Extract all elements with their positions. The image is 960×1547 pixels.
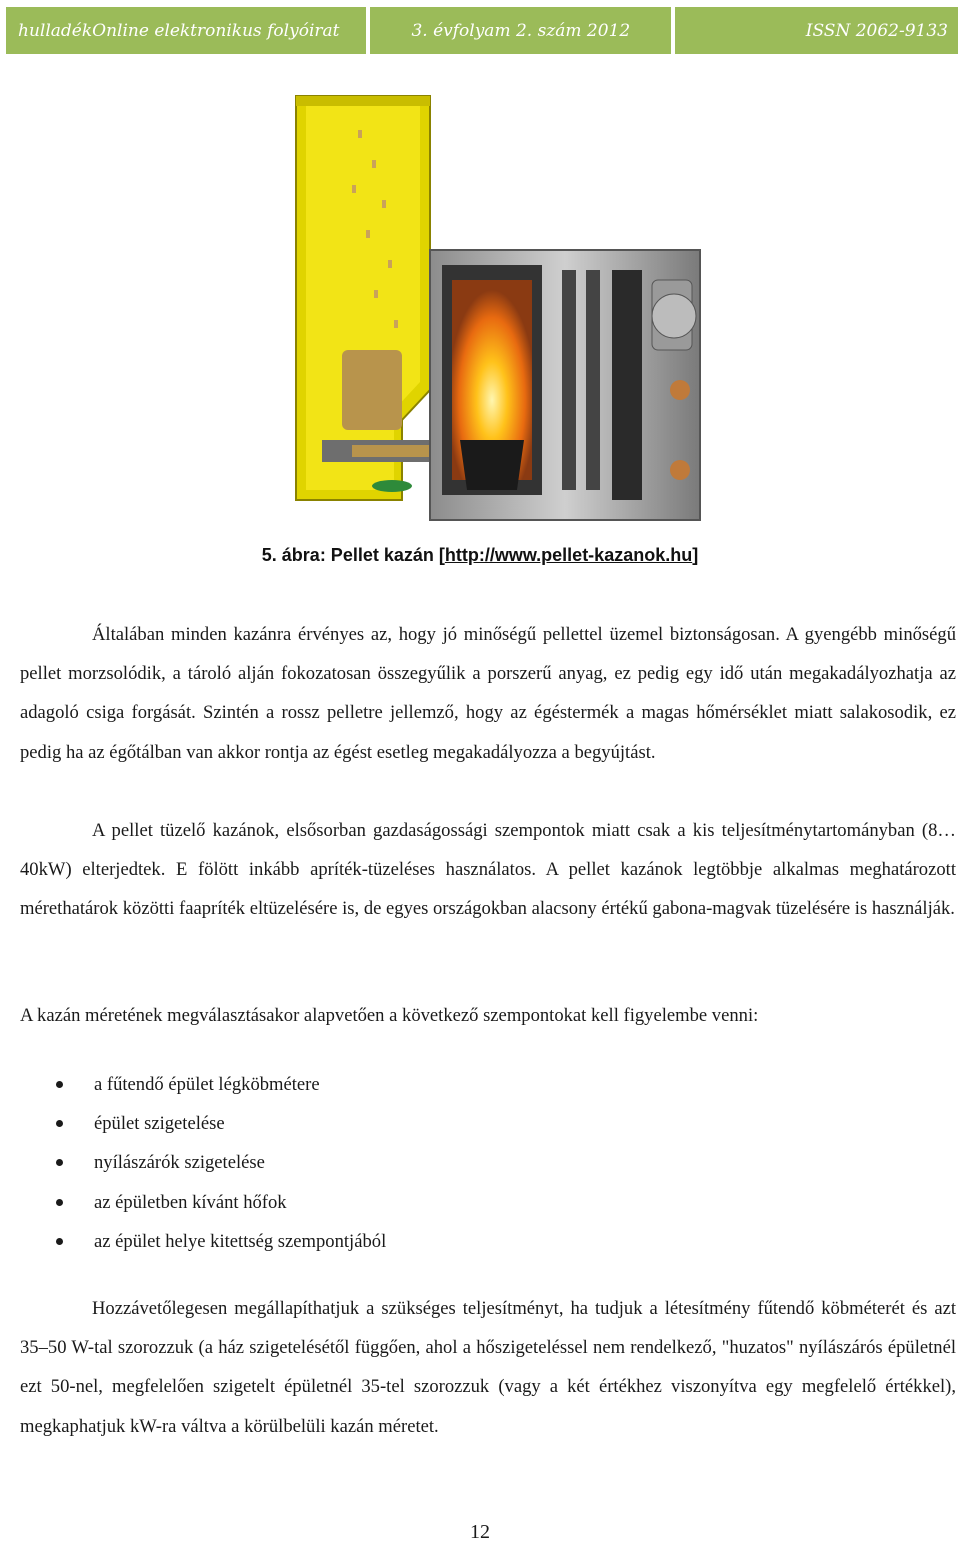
criteria-list [0, 1065, 386, 1261]
bullet-icon [56, 1120, 63, 1127]
figure-caption [0, 545, 960, 566]
journal-title: hulladékOnline elektronikus folyóirat [6, 7, 366, 54]
paragraph-pellet-boilers: A pellet tüzelő kazánok, elsősorban gazdaságossági szempontok miatt csak a kis teljesítménytartományban (8…40kW) elterjedtek. E fölött inkább apríték-tüzeléses használatos. A pellet kazánok legtöbbje alkalmas meghatározott mérethatárok közötti faapríték eltüzelésére is, de egyes országokban alacsony értékű gabona-magvak tüzelésére is használják. [20, 820, 956, 920]
caption-link[interactable]: http://www.pellet-kazanok.hu [444, 545, 693, 565]
page-header [6, 7, 958, 54]
bullet-icon [56, 1199, 63, 1206]
issn: ISSN 2062-9133 [675, 7, 958, 54]
paragraph-size-criteria: A kazán méretének megválasztásakor alapvetően a következő szempontokat kell figyelembe venni: [20, 1005, 759, 1026]
list-item: nyílászárók szigetelése [0, 1143, 386, 1182]
issue-info: 3. évfolyam 2. szám 2012 [370, 7, 671, 54]
caption-suffix: ] [692, 545, 699, 565]
list-item: épület szigetelése [0, 1104, 386, 1143]
page-number: 12 [470, 1521, 490, 1543]
list-item: a fűtendő épület légköbmétere [0, 1065, 386, 1104]
bullet-icon [56, 1159, 63, 1166]
pellet-boiler-illustration [262, 90, 714, 530]
list-item: az épület helye kitettség szempontjából [0, 1222, 386, 1261]
list-item: az épületben kívánt hőfok [0, 1183, 386, 1222]
bullet-icon [56, 1238, 63, 1245]
paragraph-pellet-quality: Általában minden kazánra érvényes az, hogy jó minőségű pellettel üzemel biztonságosan. A gyengébb minőségű pellet morzsolódik, a tároló alján fokozatosan összegyűlik a porszerű anyag, ez pedig egy idő után megakadályozhatja az adagoló csiga forgását. Szintén a rossz pelletre jellemző, hogy az égéstermék a magas hőmérséklet miatt salakosodik, ez pedig ha az égőtálban van akkor rontja az égést esetleg megakadályozza a begyújtást. [20, 624, 956, 763]
caption-prefix: 5. ábra: Pellet kazán [ [261, 545, 445, 565]
bullet-icon [56, 1081, 63, 1088]
paragraph-power-estimate: Hozzávetőlegesen megállapíthatjuk a szükséges teljesítményt, ha tudjuk a létesítmény fűtendő köbméterét és azt 35–50 W-tal szorozzuk (a ház szigetelésétől függően, ahol a hőszigeteléssel nem rendelkező, "huzatos" nyílászárós épületnél ezt 50-nel, megfelelően szigetelt épületnél 35-tel szorozzuk (vagy a két értékhez viszonyítva egy megfelelő értékkel), megkaphatjuk kW-ra váltva a körülbelüli kazán méretet. [20, 1298, 956, 1437]
